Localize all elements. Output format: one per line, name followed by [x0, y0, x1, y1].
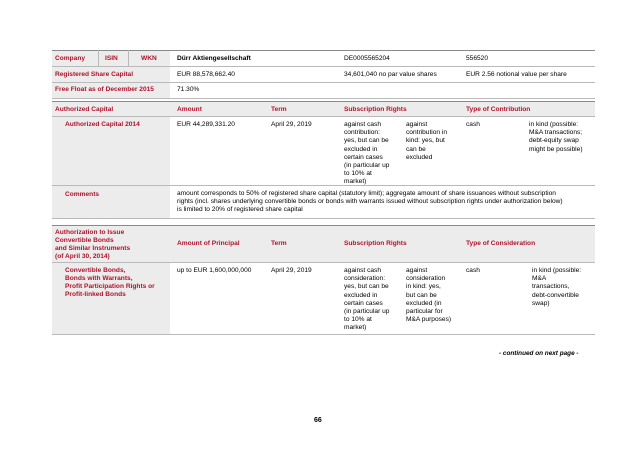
- col-consideration-header: Type of Consideration: [466, 240, 536, 247]
- authorized-capital-term: April 29, 2019: [271, 121, 312, 128]
- convertible-rights-kind: against consideration in kind: yes, but can be excluded (in particular for M&A purposes): [406, 267, 452, 324]
- isin-value: DE0005565204: [344, 55, 390, 62]
- authorized-capital-header: Authorized Capital: [55, 106, 114, 113]
- convertible-consideration-kind: in kind (possible: M&A transactions, debt-convertible swap): [532, 267, 582, 307]
- wkn-value: 556520: [466, 55, 489, 62]
- continued-note: - continued on next page -: [499, 350, 579, 357]
- comments-text: amount corresponds to 50% of registered share capital (statutory limit); aggregate amount of share issuances without subscription rights (incl. shares underlying convertible bonds or bonds with warrants issued without subscription rights under authorization below) is limited to 20% of registered share capital: [177, 190, 563, 214]
- col-contribution-header: Type of Contribution: [466, 106, 531, 113]
- authorized-rights-kind: against contribution in kind: yes, but can be excluded: [406, 121, 448, 161]
- col-subscription-rights-header: Subscription Rights: [344, 106, 407, 113]
- registered-capital-notional: EUR 2.56 notional value per share: [466, 71, 567, 78]
- authorized-rights-cash: against cash contribution: yes, but can be excluded in certain cases (in particular up to 10% at market): [344, 121, 390, 186]
- col-term-header-2: Term: [271, 240, 287, 247]
- authorized-contribution-kind: in kind (possible: M&A transactions; debt-equity swap might be possible): [529, 121, 583, 153]
- free-float-label: Free Float as of December 2015: [55, 86, 154, 93]
- company-label: Company: [55, 55, 86, 62]
- col-term-header: Term: [271, 106, 287, 113]
- registered-capital-label: Registered Share Capital: [55, 71, 134, 78]
- convertible-rights-cash: against cash consideration: yes, but can be excluded in certain cases (in particular up to 10% at market): [344, 267, 390, 332]
- free-float-value: 71.30%: [177, 86, 200, 93]
- col-amount-header: Amount: [177, 106, 202, 113]
- comments-label: Comments: [65, 191, 100, 198]
- authorized-capital-amount: EUR 44,289,331.20: [177, 121, 235, 128]
- col-principal-header: Amount of Principal: [177, 240, 240, 247]
- authorized-contribution-cash: cash: [466, 121, 480, 128]
- convertible-term: April 29, 2019: [271, 267, 312, 274]
- wkn-label: WKN: [141, 55, 157, 62]
- page-number: 66: [314, 417, 322, 424]
- col-subscription-rights-header-2: Subscription Rights: [344, 240, 407, 247]
- convertible-amount: up to EUR 1,600,000,000: [177, 267, 252, 274]
- registered-capital-shares: 34,601,040 no par value shares: [344, 71, 437, 78]
- convertible-consideration-cash: cash: [466, 267, 480, 274]
- authorized-capital-2014-label: Authorized Capital 2014: [65, 121, 140, 128]
- convertible-header: Authorization to Issue Convertible Bonds and Similar Instruments (of April 30, 2014): [55, 229, 131, 260]
- isin-label: ISIN: [105, 55, 118, 62]
- company-name: Dürr Aktiengesellschaft: [177, 55, 251, 62]
- convertible-bonds-label: Convertible Bonds, Bonds with Warrants, Profit Participation Rights or Profit-linked Bonds: [65, 267, 155, 298]
- registered-capital-amount: EUR 88,578,662.40: [177, 71, 235, 78]
